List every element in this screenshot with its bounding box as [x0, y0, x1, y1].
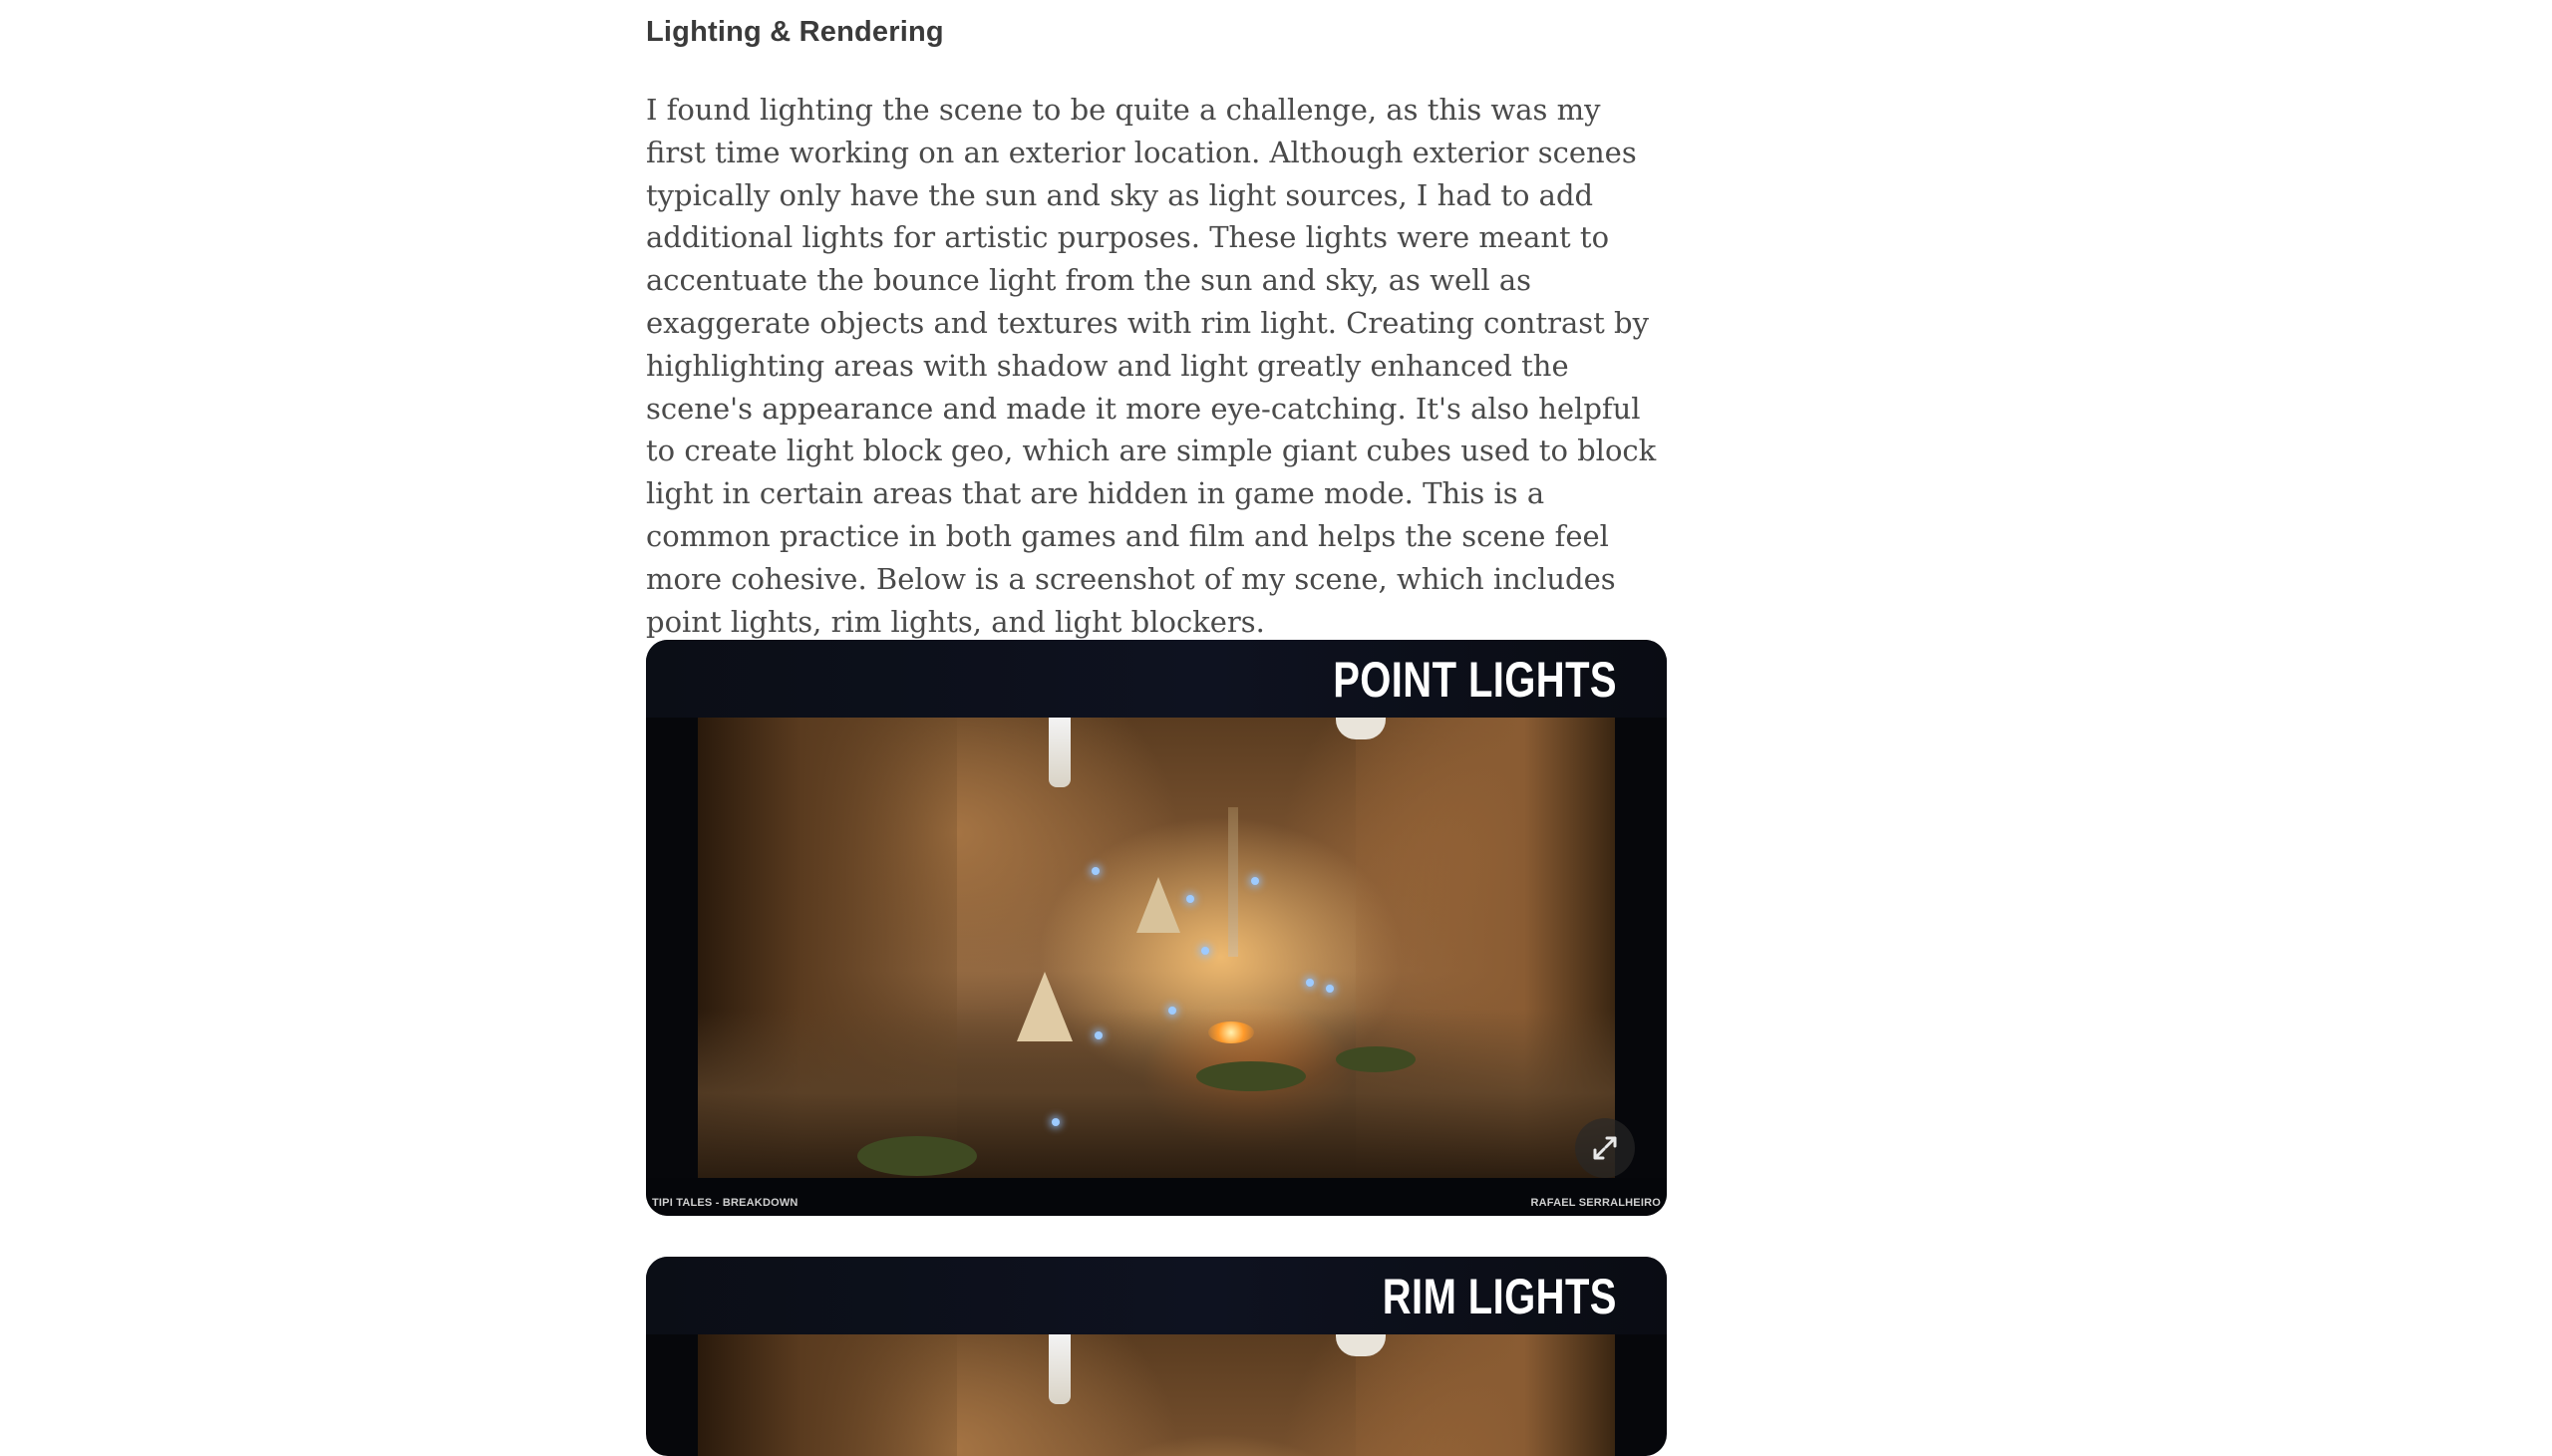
figure-credit-left: TIPI TALES - BREAKDOWN — [652, 1197, 798, 1209]
point-light-icon — [1326, 985, 1334, 993]
point-light-icon — [1095, 1031, 1103, 1039]
section-heading: Lighting & Rendering — [646, 16, 944, 48]
sky-opening — [1049, 718, 1071, 787]
sky-opening — [1049, 1334, 1071, 1404]
body-paragraph: I found lighting the scene to be quite a challenge, as this was my first time working on an exterior location. Although exterior scenes typically only have the sun and sky as light sources, I had to add additional lights for artistic purposes. These lights were meant to accentuate the bounce light from the sun and sky, as well as exaggerate objects and textures with rim light. Creating contrast by highlighting areas with shadow and light greatly enhanced the scene's appearance and made it more eye-catching. It's also helpful to create light block geo, which are simple giant cubes used to block light in certain areas that are hidden in game mode. This is a common practice in both games and film and helps the scene feel more cohesive. Below is a screenshot of my scene, which includes point lights, rim lights, and light blockers. — [646, 93, 1657, 639]
cliff-left — [698, 1334, 957, 1456]
point-light-icon — [1052, 1118, 1060, 1126]
figure-title: RIM LIGHTS — [1382, 1269, 1617, 1324]
point-light-icon — [1306, 979, 1314, 987]
figure-footer-band — [646, 1178, 1667, 1216]
figure-credit-right: RAFAEL SERRALHEIRO — [1530, 1197, 1661, 1209]
scene-screenshot — [698, 1334, 1615, 1456]
campfire — [1208, 1021, 1254, 1043]
point-light-icon — [1251, 877, 1259, 885]
tipi-tent — [1017, 972, 1073, 1041]
canyon-floor — [698, 1009, 1615, 1178]
expand-image-button[interactable] — [1575, 1118, 1635, 1178]
figure-point-lights[interactable] — [646, 640, 1667, 1216]
totem-pole — [1228, 807, 1238, 957]
point-light-icon — [1201, 947, 1209, 955]
shrub — [1196, 1061, 1306, 1091]
scene-screenshot — [698, 718, 1615, 1178]
point-light-icon — [1092, 867, 1100, 875]
tipi-tent — [1136, 877, 1180, 933]
figure-title: POINT LIGHTS — [1333, 652, 1617, 708]
shrub — [857, 1136, 977, 1176]
figure-rim-lights[interactable] — [646, 1257, 1667, 1456]
cliff-right — [1356, 1334, 1615, 1456]
expand-icon — [1591, 1134, 1619, 1162]
point-light-icon — [1186, 895, 1194, 903]
point-light-icon — [1168, 1007, 1176, 1015]
shrub — [1336, 1046, 1416, 1072]
